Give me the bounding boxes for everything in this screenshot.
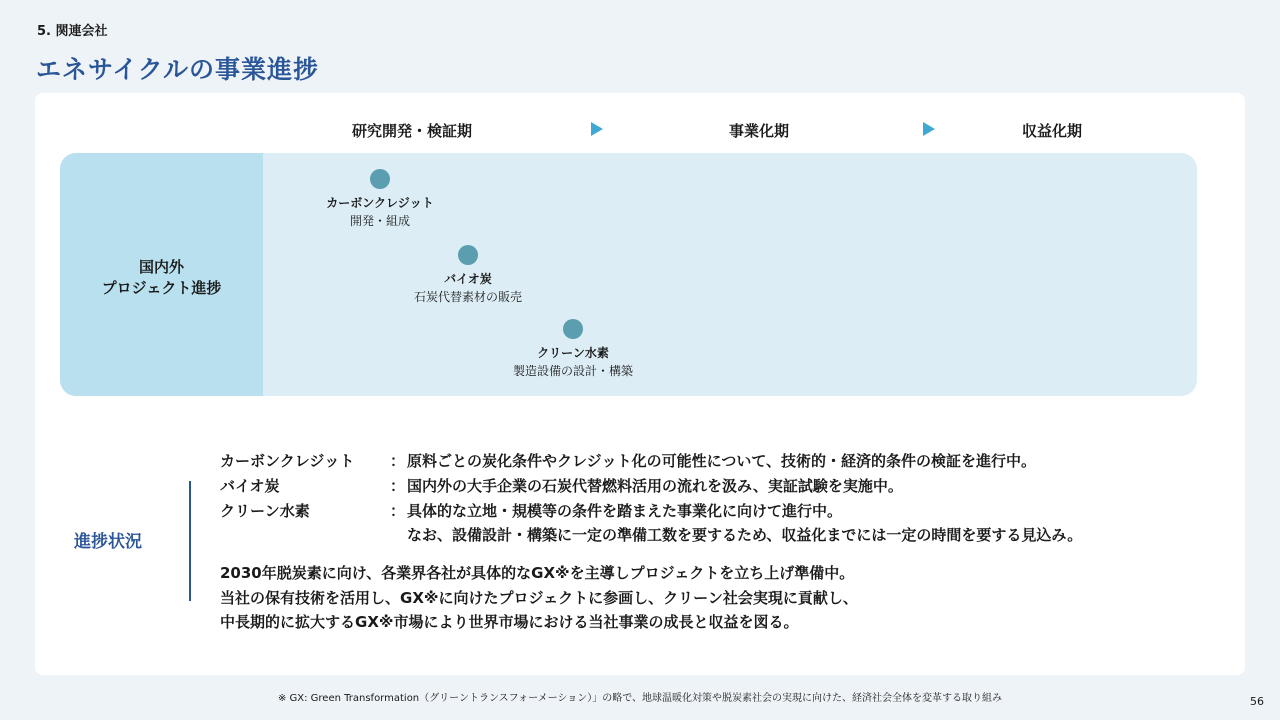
phase-rnd: 研究開発・検証期 xyxy=(352,122,473,140)
milestone-sub: 石炭代替素材の販売 xyxy=(413,290,522,304)
phase-commercialization: 事業化期 xyxy=(729,122,790,140)
status-item-text-cont: なお、設備設計・構築に一定の準備工数を要するため、収益化までには一定の時間を要する見込み。 xyxy=(407,526,1083,544)
milestone-name: カーボンクレジット xyxy=(326,196,434,210)
status-item-colon: ： xyxy=(390,452,406,470)
status-item-colon: ： xyxy=(390,502,406,520)
status-item-text: 具体的な立地・規模等の条件を踏まえた事業化に向けて進行中。 xyxy=(407,502,843,520)
status-item-key: バイオ炭 xyxy=(220,477,280,495)
progress-band-title-line1: 国内外 xyxy=(138,258,184,276)
summary-line: 中長期的に拡大するGX※市場により世界市場における当社事業の成長と収益を図る。 xyxy=(220,613,799,631)
milestone-sub: 製造設備の設計・構築 xyxy=(512,364,633,378)
progress-band-title-line2: プロジェクト進捗 xyxy=(101,279,222,297)
status-item-colon: ： xyxy=(390,477,406,495)
milestone-dot xyxy=(563,319,583,339)
milestone-name: バイオ炭 xyxy=(444,272,492,286)
milestone-sub: 開発・組成 xyxy=(349,214,410,228)
page-number: 56 xyxy=(1250,695,1264,708)
status-item-key: カーボンクレジット xyxy=(220,452,355,470)
progress-band-title xyxy=(60,257,263,299)
milestone-name: クリーン水素 xyxy=(537,346,609,360)
milestone-dot xyxy=(458,245,478,265)
phase-profit: 収益化期 xyxy=(1022,122,1083,140)
milestone-dot xyxy=(370,169,390,189)
phase-arrow-icon xyxy=(591,122,603,136)
phase-arrow-icon xyxy=(923,122,935,136)
status-item-text: 原料ごとの炭化条件やクレジット化の可能性について、技術的・経済的条件の検証を進行中。 xyxy=(407,452,1037,470)
section-label: 5. 関連会社 xyxy=(37,24,108,39)
status-label: 進捗状況 xyxy=(74,532,142,552)
status-divider xyxy=(189,481,191,601)
status-item-text: 国内外の大手企業の石炭代替燃料活用の流れを汲み、実証試験を実施中。 xyxy=(407,477,903,495)
page-title: エネサイクルの事業進捗 xyxy=(36,55,320,84)
status-item-key: クリーン水素 xyxy=(220,502,310,520)
summary-line: 2030年脱炭素に向け、各業界各社が具体的なGX※を主導しプロジェクトを立ち上げ準備中。 xyxy=(220,564,855,582)
summary-line: 当社の保有技術を活用し、GX※に向けたプロジェクトに参画し、クリーン社会実現に貢献し、 xyxy=(220,589,858,607)
footnote: ※ GX: Green Transformation（グリーントランスフォーメーション）」の略で、地球温暖化対策や脱炭素社会の実現に向けた、経済社会全体を変革する取り組み xyxy=(277,693,1003,704)
